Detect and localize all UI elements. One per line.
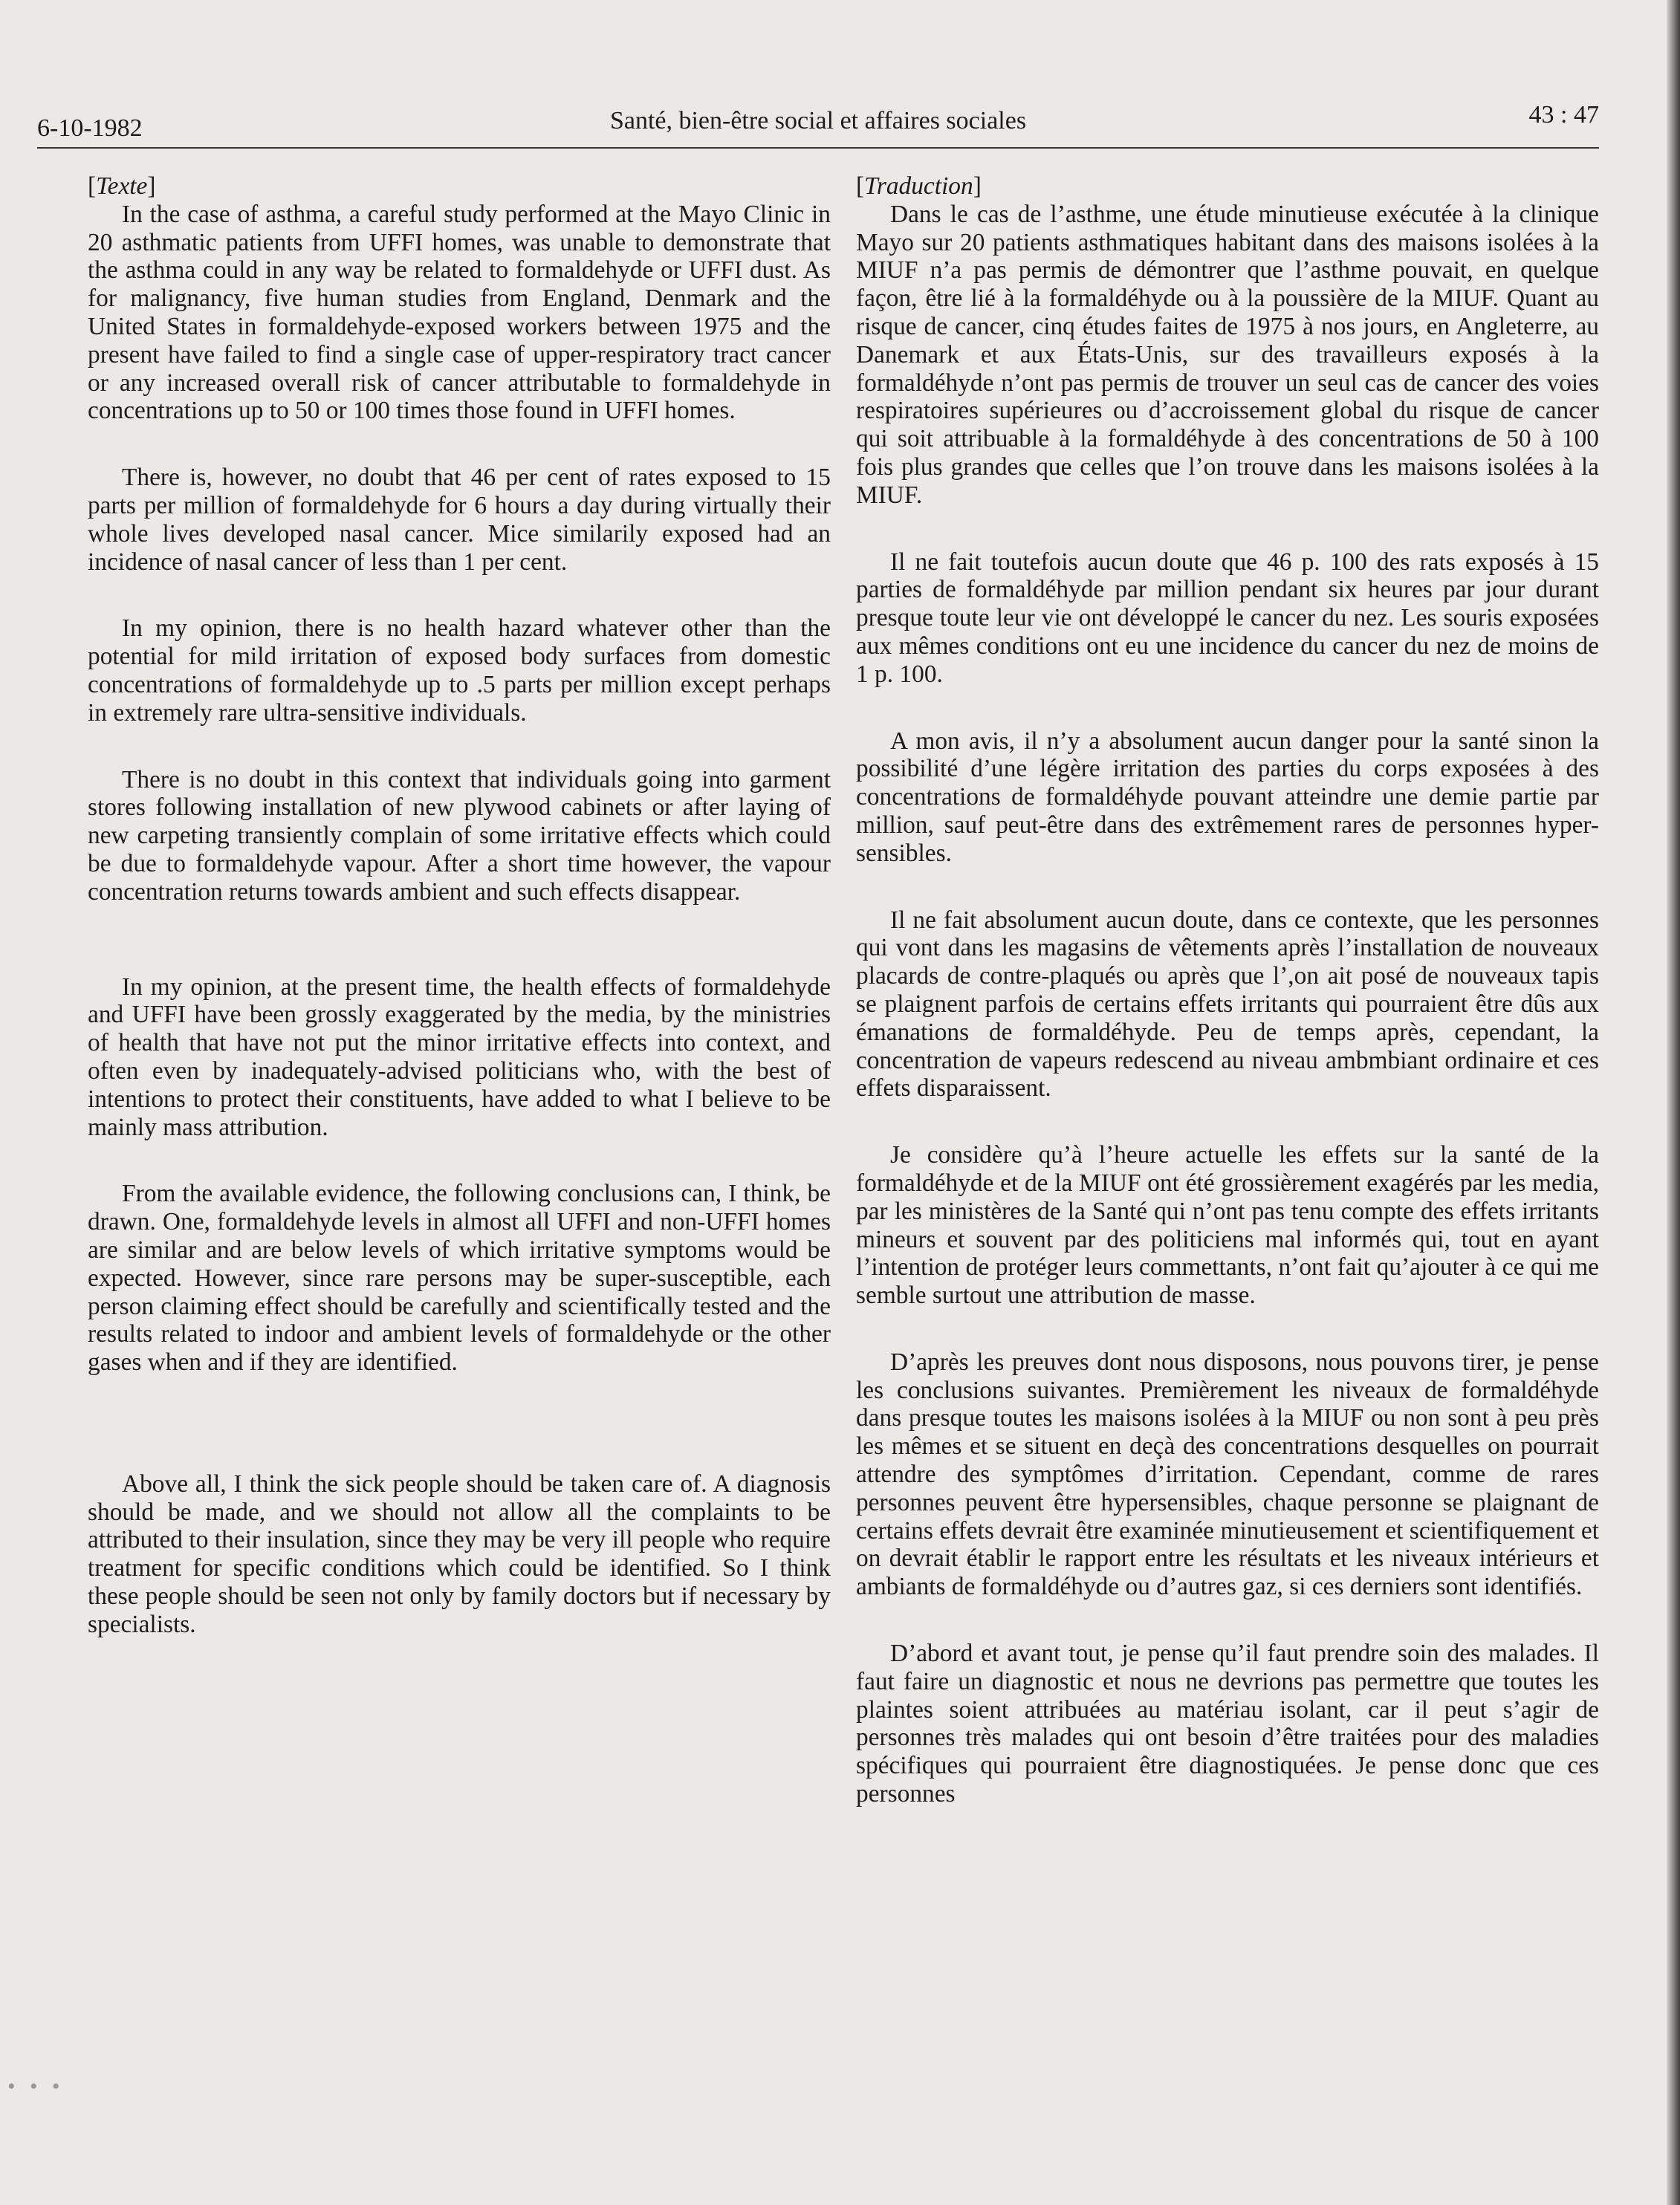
paragraph: D’abord et avant tout, je pense qu’il faut prendre soin des malades. Il faut faire un diagnostic et nous ne devrions pas permettre que toutes les plaintes soient attribuées au matériau isolant, car il peut s’agir de personnes très malades qui ont besoin d’être traitées pour des maladies spécifiques qui pourraient être diagnostiquées. Je pense donc que ces personnes xyxy=(856,1640,1599,1808)
paragraph: In my opinion, there is no health hazard whatever other than the potential for mild irritation of exposed body surfaces from domestic concentrations of formaldehyde up to .5 parts per million except perhaps in extremely rare ultra-sensitive individuals. xyxy=(88,614,831,727)
page-edge-shadow xyxy=(1667,0,1680,2205)
paragraph: Above all, I think the sick people should be taken care of. A diagnosis should be made, and we should not allow all the complaints to be attributed to their insulation, since they may be very ill people who require treatment for specific conditions which could be identified. So I think these people should be seen not only by family doctors but if necessary by specialists. xyxy=(88,1470,831,1638)
paragraph: A mon avis, il n’y a absolument aucun danger pour la santé sinon la possibilité d’une légère irritation des parties du corps exposées à des concentrations de formaldéhyde pouvant atteindre une demie partie par million, sauf peut-être dans des extrêmement rares de personnes hyper-sensibles. xyxy=(856,727,1599,867)
header-title: Santé, bien-être social et affaires sociales xyxy=(609,107,1027,134)
paragraph: There is no doubt in this context that individuals going into garment stores following installation of new plywood cabinets or after laying of new carpeting transiently complain of some irritative effects which could be due to formaldehyde vapour. After a short time however, the vapour concentration returns towards ambient and such effects disappear. xyxy=(88,765,831,906)
paragraph: In my opinion, at the present time, the health effects of formaldehyde and UFFI have been grossly exaggerated by the media, by the ministries of health that have not put the minor irritative effects into context, and often even by inadequately-advised politicians who, with the best of intentions to protect their constituents, have added to what I believe to be mainly mass attribution. xyxy=(88,972,831,1141)
header-page-number: 43 : 47 xyxy=(1528,101,1599,129)
margin-dots: • • • xyxy=(7,2074,65,2099)
paragraph: Il ne fait toutefois aucun doute que 46 p. 100 des rats exposés à 15 parties de formaldéhyde par million pendant six heures par jour durant presque toute leur vie ont développé le cancer du nez. Les souris exposées aux mêmes conditions ont eu une incidence du cancer du nez de moins de 1 p. 100. xyxy=(856,548,1599,688)
english-column xyxy=(88,172,831,1639)
paragraph: D’après les preuves dont nous disposons, nous pouvons tirer, je pense les conclusions suivantes. Premièrement les niveaux de formaldéhyde dans presque toutes les maisons isolées à la MIUF ou non sont à peu près les mêmes et se situent en deçà des concentrations desquelles on pourrait attendre des symptômes d’irritation. Cependant, comme de rares personnes peuvent être hypersensibles, chaque personne se plaignant de certains effets devrait être examinée minutieusement et scientifiquement et on devrait établir le rapport entre les résultats et les niveaux intérieurs et ambiants de formaldéhyde ou d’autres gaz, si ces derniers sont identifiés. xyxy=(856,1348,1599,1601)
paragraph: In the case of asthma, a careful study performed at the Mayo Clinic in 20 asthmatic patients from UFFI homes, was unable to demonstrate that the asthma could in any way be related to formaldehyde or UFFI dust. As for malignancy, five human studies from England, Denmark and the United States in formaldehyde-exposed workers between 1975 and the present have failed to find a single case of upper-respiratory tract cancer or any increased overall risk of cancer attributable to formaldehyde in concentrations up to 50 or 100 times those found in UFFI homes. xyxy=(88,200,831,425)
paragraph: From the available evidence, the following conclusions can, I think, be drawn. One, formaldehyde levels in almost all UFFI and non-UFFI homes are similar and are below levels of which irritative symptoms would be expected. However, since rare persons may be super-susceptible, each person claiming effect should be carefully and scientifically tested and the results related to indoor and ambient levels of formaldehyde or the other gases when and if they are identified. xyxy=(88,1180,831,1377)
paragraph: Il ne fait absolument aucun doute, dans ce contexte, que les personnes qui vont dans les magasins de vêtements après l’installation de nouveaux placards de contre-plaqués ou après que l’,on ait posé de nouveaux tapis se plaignent parfois de certains effets irritants qui pourraient être dûs aux émanations de formaldéhyde. Peu de temps après, cependant, la concentration de vapeurs redescend au niveau ambmbiant ordinaire et ces effets disparaissent. xyxy=(856,906,1599,1102)
french-column xyxy=(856,172,1599,1808)
page-header xyxy=(37,98,1599,149)
header-date: 6-10-1982 xyxy=(37,114,143,142)
paragraph: Dans le cas de l’asthme, une étude minutieuse exécutée à la clinique Mayo sur 20 patients asthmatiques habitant dans des maisons isolées à la MIUF n’a pas permis de démontrer que l’asthme pouvait, en quelque façon, être lié à la formaldéhyde ou à la poussière de la MIUF. Quant au risque de cancer, cinq études faites de 1975 à nos jours, en Angleterre, au Danemark et aux États-Unis, sur des travailleurs exposés à la formaldéhyde n’ont pas permis de trouver un seul cas de cancer des voies respiratoires supérieures ou d’accroissement global du risque de cancer qui soit attribuable à la formaldéhyde à des concentrations de 50 à 100 fois plus grandes que celles que l’on trouve dans les maisons isolées à la MIUF. xyxy=(856,200,1599,509)
paragraph: There is, however, no doubt that 46 per cent of rates exposed to 15 parts per million of formaldehyde for 6 hours a day during virtually their whole lives developed nasal cancer. Mice similarily exposed had an incidence of nasal cancer of less than 1 per cent. xyxy=(88,464,831,576)
column-label-traduction: [Traduction] xyxy=(856,172,982,200)
column-label-texte: [Texte] xyxy=(88,172,156,200)
paragraph: Je considère qu’à l’heure actuelle les effets sur la santé de la formaldéhyde et de la MIUF ont été grossièrement exagérés par les media, par les ministères de la Santé qui n’ont pas tenu compte des effets irritants mineurs et souvent par des politiciens mal informés qui, tout en ayant l’intention de protéger leurs commettants, n’ont fait qu’ajouter à ce qui me semble surtout une attribution de masse. xyxy=(856,1141,1599,1310)
